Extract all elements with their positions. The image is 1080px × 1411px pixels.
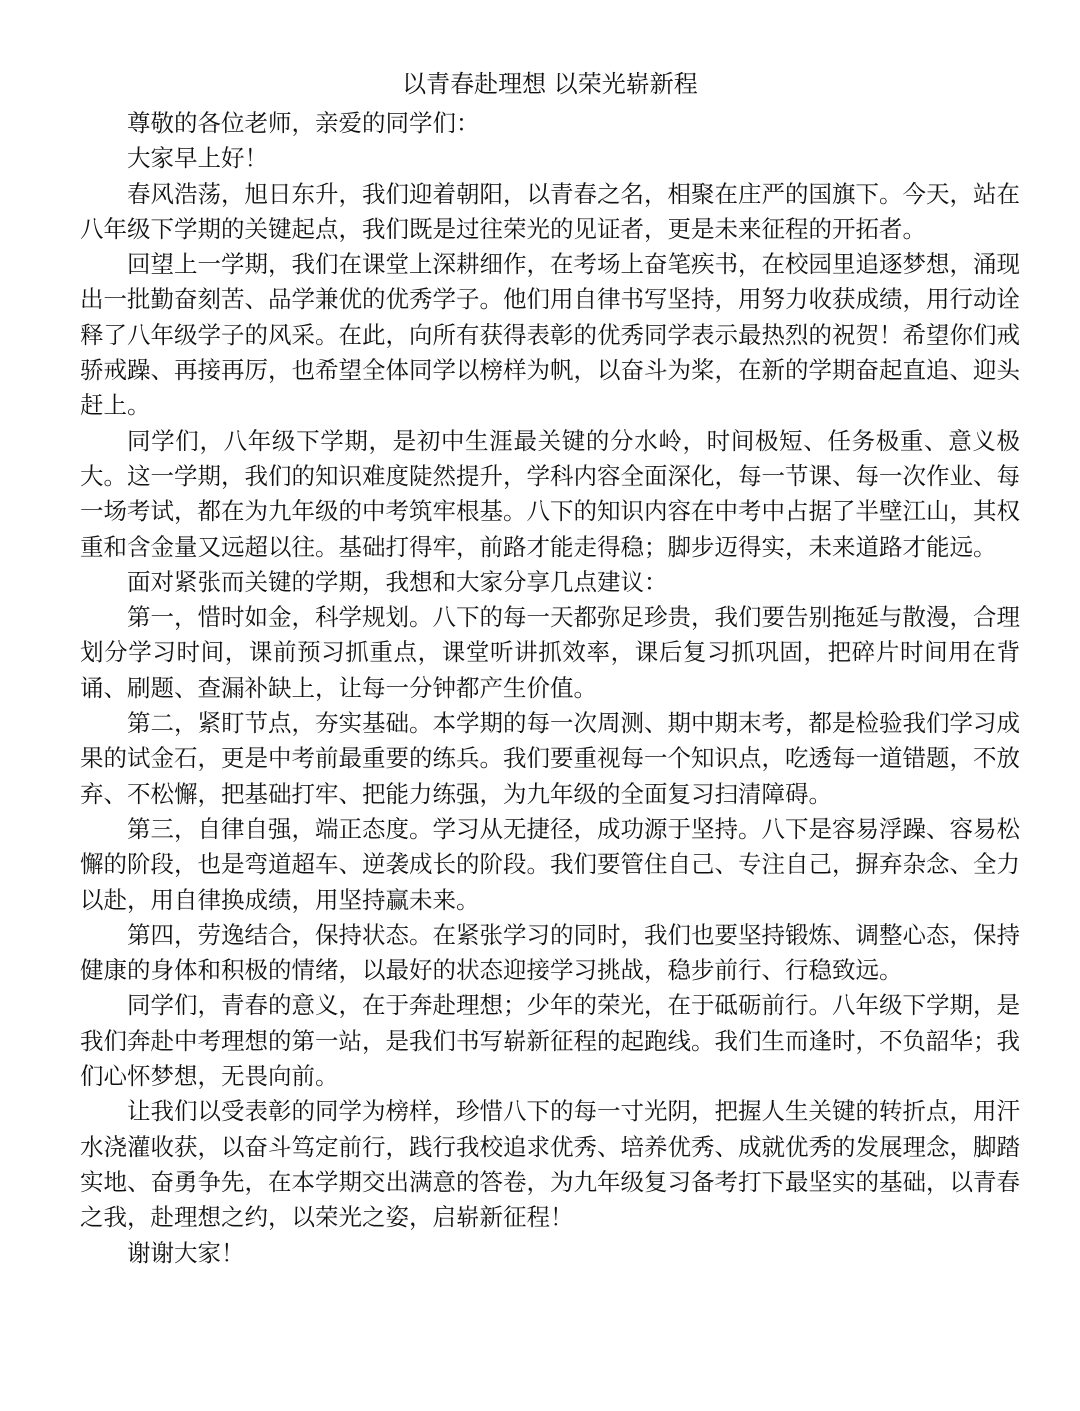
- paragraph-suggestion-1: 第一，惜时如金，科学规划。八下的每一天都弥足珍贵，我们要告别拖延与散漫，合理划分学习时间，课前预习抓重点，课堂听讲抓效率，课后复习抓巩固，把碎片时间用在背诵、刷题、查漏补缺上，让每一分钟都产生价值。: [80, 603, 1020, 702]
- paragraph-youth: 同学们，青春的意义，在于奔赴理想；少年的荣光，在于砥砺前行。八年级下学期，是我们奔赴中考理想的第一站，是我们书写崭新征程的起跑线。我们生而逢时，不负韶华；我们心怀梦想，无畏向前。: [80, 991, 1020, 1091]
- paragraph-opening: 春风浩荡，旭日东升，我们迎着朝阳，以青春之名，相聚在庄严的国旗下。今天，站在八年级下学期的关键起点，我们既是过往荣光的见证者，更是未来征程的开拓者。: [80, 179, 1020, 243]
- paragraph-suggestions-intro: 面对紧张而关键的学期，我想和大家分享几点建议：: [127, 567, 668, 596]
- paragraph-call-to-action: 让我们以受表彰的同学为榜样，珍惜八下的每一寸光阴，把握人生关键的转折点，用汗水浇灌收获，以奋斗笃定前行，践行我校追求优秀、培养优秀、成就优秀的发展理念，脚踏实地、奋勇争先，在本学期交出满意的答卷，为九年级复习备考打下最坚实的基础，以青春之我，赴理想之约，以荣光之姿，启崭新征程！: [80, 1097, 1020, 1232]
- speech-document: [80, 62, 1020, 1271]
- paragraph-review: 回望上一学期，我们在课堂上深耕细作，在考场上奋笔疾书，在校园里追逐梦想，涌现出一批勤奋刻苦、品学兼优的优秀学子。他们用自律书写坚持，用努力收获成绩，用行动诠释了八年级学子的风采。在此，向所有获得表彰的优秀同学表示最热烈的祝贺！希望你们戒骄戒躁、再接再厉，也希望全体同学以榜样为帆，以奋斗为桨，在新的学期奋起直追、迎头赶上。: [80, 250, 1020, 420]
- salutation: 尊敬的各位老师，亲爱的同学们：: [127, 109, 480, 137]
- closing: 谢谢大家！: [127, 1238, 245, 1267]
- paragraph-suggestion-3: 第三，自律自强，端正态度。学习从无捷径，成功源于坚持。八下是容易浮躁、容易松懈的阶段，也是弯道超车、逆袭成长的阶段。我们要管住自己、专注自己，摒弃杂念、全力以赴，用自律换成绩，用坚持赢未来。: [80, 814, 1020, 914]
- paragraph-suggestion-2: 第二，紧盯节点，夯实基础。本学期的每一次周测、期中期末考，都是检验我们学习成果的试金石，更是中考前最重要的练兵。我们要重视每一个知识点，吃透每一道错题，不放弃、不松懈，把基础打牢、把能力练强，为九年级的全面复习扫清障碍。: [80, 709, 1020, 808]
- paragraph-importance: 同学们，八年级下学期，是初中生涯最关键的分水岭，时间极短、任务极重、意义极大。这一学期，我们的知识难度陡然提升，学科内容全面深化，每一节课、每一次作业、每一场考试，都在为九年级的中考筑牢根基。八下的知识内容在中考中占据了半壁江山，其权重和含金量又远超以往。基础打得牢，前路才能走得稳；脚步迈得实，未来道路才能远。: [80, 426, 1020, 561]
- document-title: 以青春赴理想 以荣光崭新程: [402, 70, 698, 98]
- greeting: 大家早上好！: [127, 144, 268, 173]
- paragraph-suggestion-4: 第四，劳逸结合，保持状态。在紧张学习的同时，我们也要坚持锻炼、调整心态，保持健康的身体和积极的情绪，以最好的状态迎接学习挑战，稳步前行、行稳致远。: [80, 920, 1020, 985]
